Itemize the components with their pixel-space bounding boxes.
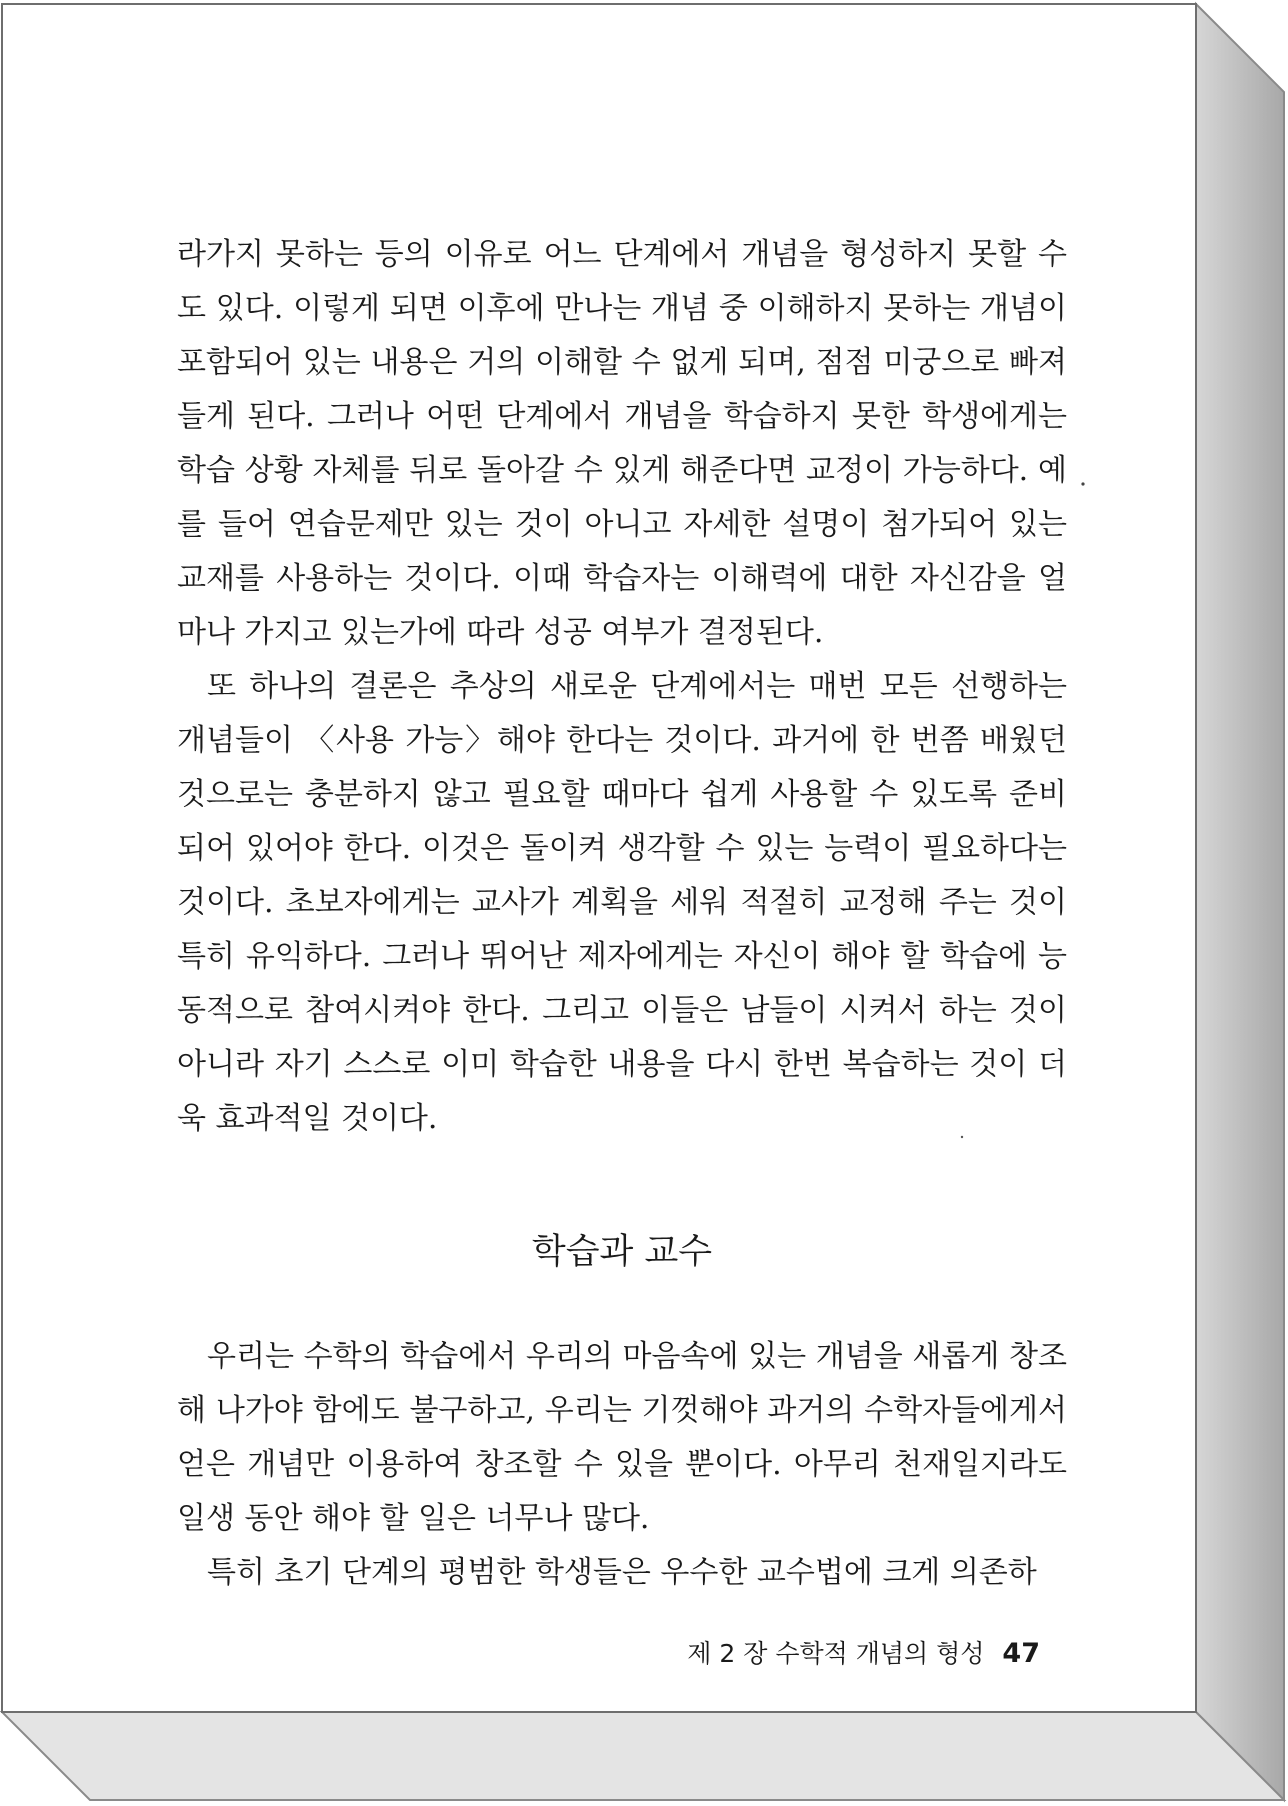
paragraph: 라가지 못하는 등의 이유로 어느 단계에서 개념을 형성하지 못할 수도 있다. 이렇게 되면 이후에 만나는 개념 중 이해하지 못하는 개념이 포함되어 있는 내용은 거의 이해할 수 없게 되며, 점점 미궁으로 빠져들게 된다. 그러나 어떤 단계에서 개념을 학습하지 못한 학생에게는 학습 상황 자체를 뒤로 돌아갈 수 있게 해준다면 교정이 가능하다. 예를 들어 연습문제만 있는 것이 아니고 자세한 설명이 첨가되어 있는 교재를 사용하는 것이다. 이때 학습자는 이해력에 대한 자신감을 얼마나 가지고 있는가에 따라 성공 여부가 결정된다. <box>177 237 1067 650</box>
book-spine-edge <box>1196 4 1284 1800</box>
paragraph: 또 하나의 결론은 추상의 새로운 단계에서는 매번 모든 선행하는 개념들이 〈사용 가능〉해야 한다는 것이다. 과거에 한 번쯤 배웠던 것으로는 충분하지 않고 필요할 때마다 쉽게 사용할 수 있도록 준비되어 있어야 한다. 이것은 돌이켜 생각할 수 있는 능력이 필요하다는 것이다. 초보자에게는 교사가 계획을 세워 적절히 교정해 주는 것이 특히 유익하다. 그러나 뛰어난 제자에게는 자신이 해야 할 학습에 능동적으로 참여시켜야 한다. 그리고 이들은 남들이 시켜서 하는 것이 아니라 자기 스스로 이미 학습한 내용을 다시 한번 복습하는 것이 더욱 효과적일 것이다. <box>177 669 1067 1136</box>
body-text-bottom <box>177 1330 1067 1600</box>
book-bottom-edge <box>2 1712 1284 1800</box>
section-title: 학습과 교수 <box>531 1232 713 1272</box>
page-number: 47 <box>1002 1638 1040 1669</box>
paragraph: 특히 초기 단계의 평범한 학생들은 우수한 교수법에 크게 의존하 <box>207 1555 1037 1590</box>
running-footer <box>687 1636 1040 1672</box>
scan-speck <box>1081 482 1084 485</box>
body-text-top <box>177 228 1067 1146</box>
paragraph: 우리는 수학의 학습에서 우리의 마음속에 있는 개념을 새롭게 창조해 나가야 함에도 불구하고, 우리는 기껏해야 과거의 수학자들에게서 얻은 개념만 이용하여 창조할 수 있을 뿐이다. 아무리 천재일지라도 일생 동안 해야 할 일은 너무나 많다. <box>177 1339 1067 1536</box>
chapter-title: 제 2 장 수학적 개념의 형성 <box>687 1639 985 1668</box>
